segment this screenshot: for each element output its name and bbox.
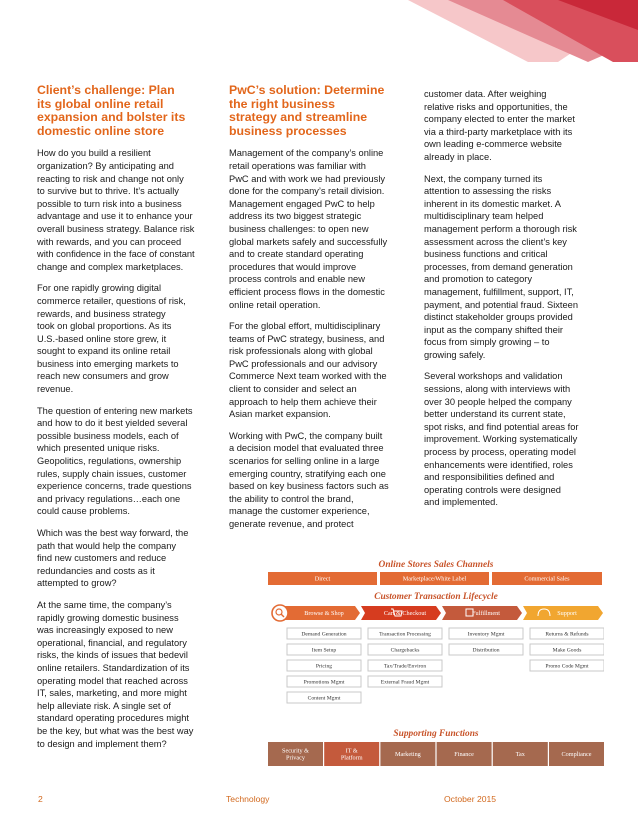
challenge-column — [37, 84, 215, 759]
process-label: Content Mgmt — [307, 695, 341, 702]
support-label: Compliance — [561, 751, 592, 758]
stage-label: Browse & Shop — [304, 610, 344, 617]
process-label: Inventory Mgmt — [467, 631, 505, 638]
continuation-paragraph: customer data. After weighing relative risks and opportunities, the company elected to enter the market via a third-party marketplace with its own leading e-commerce website already in place. — [424, 89, 575, 162]
support-label: Security & — [282, 747, 309, 755]
operating-model-figure — [268, 556, 604, 802]
process-label: Demand Generation — [301, 631, 347, 638]
lifecycle-section — [272, 592, 604, 703]
footer-section: Technology — [226, 794, 270, 804]
challenge-paragraph: How do you build a resilient organization? By anticipating and reacting to risk and change not only to survive but to thrive. It’s actually possible to turn risk into a business advantage and use it to enhance your overall business strategy. Balance risk with rewards, and you can proceed with confidence in the face of constant change and complex marketplaces. — [37, 148, 195, 272]
process-label: Distribution — [472, 647, 500, 654]
support-label: Platform — [340, 754, 363, 762]
support-label: Tax — [515, 751, 525, 758]
channel-label: Direct — [314, 575, 331, 583]
support-label: IT & — [345, 747, 358, 755]
channel-label: Commercial Sales — [524, 575, 570, 583]
process-label: Transaction Processing — [379, 631, 431, 638]
page-number: 2 — [38, 794, 43, 804]
magnifier-icon — [272, 605, 288, 621]
stage-label: Cart & Checkout — [383, 610, 427, 617]
channels-title: Online Stores Sales Channels — [378, 560, 494, 570]
supporting-functions-section — [268, 729, 604, 766]
solution-paragraph: For the global effort, multidisciplinary teams of PwC strategy, business, and risk professionals along with global PwC professionals and our advisory Commerce Next team worked with the client to consider and select an approach to help them achieve their Asian market expansion. — [229, 321, 387, 420]
supporting-title: Supporting Functions — [393, 729, 479, 739]
stage-label: Fulfillment — [472, 610, 500, 617]
challenge-paragraph: The question of entering new markets and how to do it best yielded several possible business models, each of which presented unique risks. Geopolitics, regulations, ownership rules, supply chain issues, customer experience concerns, trade questions and privacy regulations…each one could cause problems. — [37, 405, 193, 517]
process-label: Promotions Mgmt — [303, 679, 345, 686]
corner-decoration — [408, 0, 638, 62]
continuation-column — [424, 88, 604, 518]
continuation-paragraph: Several workshops and validation sessions, along with interviews with over 30 people helped the company better understand its current state, spot risks, and find potential areas for improvement. Working systematically process by process, operating model enhancements were identified, roles and responsibilities defined and operating controls were designed and implemented. — [424, 371, 579, 508]
process-label: Pricing — [315, 663, 333, 670]
sales-channels-section — [268, 560, 602, 585]
support-label: Marketing — [395, 751, 421, 758]
challenge-paragraph: At the same time, the company’s rapidly growing domestic business was increasingly exposed to new operational, financial, and regulatory risks, the kinds of issues that bedevil online retailers. Standardization of its operating model that reached across IT, sales, marketing, and more might help alleviate risk. A single set of standard operating procedures might be the key, but what was the best way to design and implement them? — [37, 599, 194, 749]
channel-label: Marketplace/White Label — [402, 575, 467, 583]
solution-paragraph: Management of the company’s online retail operations was familiar with PwC and with work we had previously done for the company’s retail division. Management engaged PwC to help address its two biggest strategic business challenges: to open new global markets safely and successfully and to create standard operating procedures that would improve process controls and enable new efficient process flows in the domestic online retail operation. — [229, 148, 388, 310]
solution-column — [229, 84, 409, 540]
process-label: Promo Code Mgmt — [545, 663, 589, 670]
challenge-paragraph: Which was the best way forward, the path that would help the company find new customers and reduce redundancies and costs as it attempted to grow? — [37, 528, 189, 589]
process-label: Chargebacks — [390, 647, 420, 654]
support-label: Privacy — [286, 754, 305, 762]
support-label: Finance — [454, 751, 474, 758]
process-label: Item Setup — [311, 647, 337, 654]
process-label: Make Goods — [552, 647, 582, 654]
process-label: Tax/Trade/Environ — [383, 663, 427, 670]
challenge-heading: Client’s challenge: Plan its global online retail expansion and bolster its domestic online store — [37, 83, 186, 138]
challenge-paragraph: For one rapidly growing digital commerce retailer, questions of risk, rewards, and business strategy took on global proportions. As its U.S.-based online store grew, it sought to expand its online retail business into emerging markets to reach new consumers and grow revenue. — [37, 283, 186, 395]
solution-heading: PwC’s solution: Determine the right business strategy and streamline business processes — [229, 83, 385, 138]
footer-date: October 2015 — [444, 794, 497, 804]
continuation-paragraph: Next, the company turned its attention to assessing the risks inherent in its domestic market. A multidisciplinary team helped management perform a thorough risk assessment across the client’s key business functions and critical processes, from demand generation and promotion to category management, fulfillment, support, IT, payment, and potential fraud. Sixteen distinct stakeholder groups provided input as the company shifted their focus from simply growing – to growing safely. — [424, 173, 579, 360]
solution-paragraph: Working with PwC, the company built a decision model that evaluated three scenarios for selling online in a large emerging country, stratifying each one based on key business factors such as the ability to control the brand, manage the customer experience, generate revenue, and protect — [229, 430, 389, 529]
stage-label: Support — [557, 610, 577, 617]
lifecycle-title: Customer Transaction Lifecycle — [374, 592, 498, 602]
process-label: External Fraud Mgmt — [380, 679, 430, 686]
process-label: Returns & Refunds — [545, 631, 589, 638]
